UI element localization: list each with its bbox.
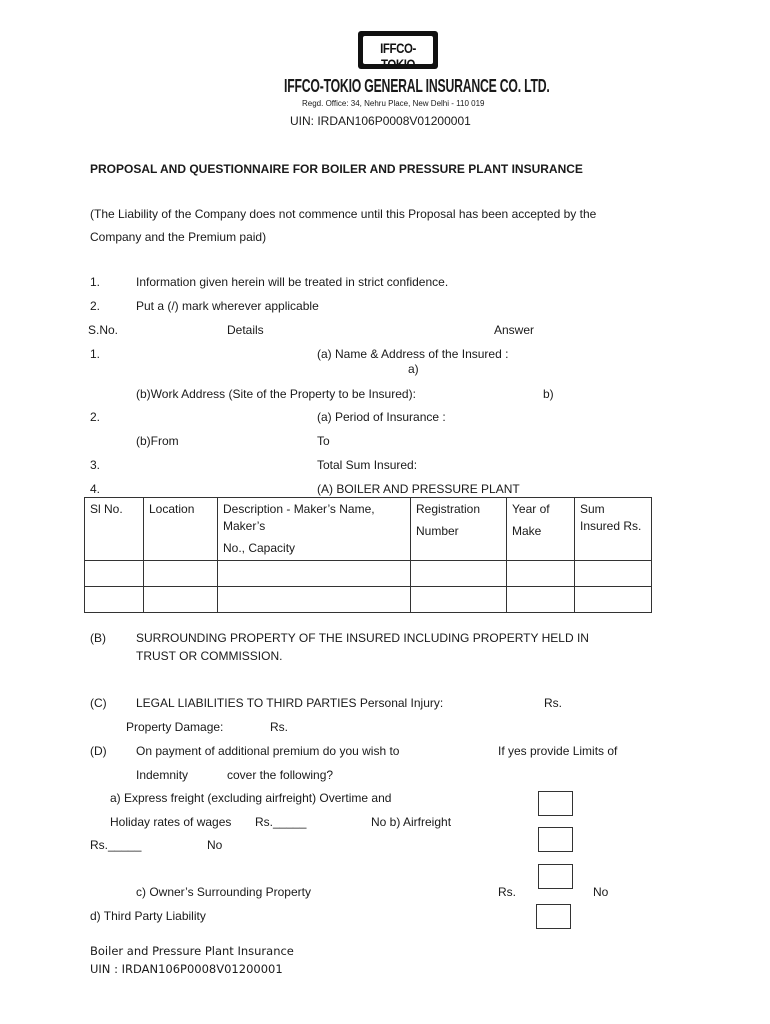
- header-sl-no: Sl No.: [85, 498, 144, 561]
- property-damage-rs[interactable]: Rs.: [270, 720, 288, 734]
- q4-boiler-plant-heading: (A) BOILER AND PRESSURE PLANT: [317, 482, 520, 496]
- company-name: IFFCO-TOKIO GENERAL INSURANCE CO. LTD.: [284, 76, 550, 96]
- q4-number: 4.: [90, 482, 101, 496]
- table-row[interactable]: [85, 587, 652, 613]
- table-cell[interactable]: [144, 561, 218, 587]
- limits-label: If yes provide Limits of: [498, 744, 618, 758]
- section-b-label: (B): [90, 631, 106, 645]
- section-c-label: (C): [90, 696, 107, 710]
- indemnity-label: Indemnity: [136, 768, 189, 782]
- q1a-answer[interactable]: a): [408, 362, 419, 376]
- item-a-line2: Holiday rates of wages: [110, 815, 232, 829]
- table-cell[interactable]: [575, 561, 652, 587]
- item-a-rs[interactable]: Rs._____: [255, 815, 307, 829]
- item-b-no: No: [207, 838, 223, 852]
- item-a-checkbox[interactable]: [538, 791, 573, 816]
- section-d-label: (D): [90, 744, 107, 758]
- header-sum-insured: Sum Insured Rs.: [575, 498, 652, 561]
- instruction-1-text: Information given herein will be treated in strict confidence.: [136, 275, 449, 289]
- q1-number: 1.: [90, 347, 101, 361]
- item-c-no: No: [593, 885, 609, 899]
- item-d-checkbox[interactable]: [536, 904, 571, 929]
- liability-note-line1: (The Liability of the Company does not commence until this Proposal has been accepted by the: [90, 207, 597, 221]
- item-b-checkbox[interactable]: [538, 827, 573, 852]
- instruction-2-text: Put a (/) mark wherever applicable: [136, 299, 319, 313]
- page-title: PROPOSAL AND QUESTIONNAIRE FOR BOILER AND PRESSURE PLANT INSURANCE: [90, 162, 583, 176]
- table-cell[interactable]: [218, 561, 411, 587]
- instruction-2-number: 2.: [90, 299, 101, 313]
- table-cell[interactable]: [411, 561, 507, 587]
- column-answer: Answer: [494, 323, 535, 337]
- section-d-text: On payment of additional premium do you wish to: [136, 744, 400, 758]
- q3-sum-insured-label: Total Sum Insured:: [317, 458, 418, 472]
- header-year-of-make: Year of Make: [507, 498, 575, 561]
- item-d-text: d) Third Party Liability: [90, 909, 206, 923]
- table-row[interactable]: [85, 561, 652, 587]
- item-b-rs[interactable]: Rs._____: [90, 838, 142, 852]
- section-c-text: LEGAL LIABILITIES TO THIRD PARTIES Personal Injury:: [136, 696, 444, 710]
- column-details: Details: [227, 323, 264, 337]
- q1b-work-address-label: (b)Work Address (Site of the Property to be Insured):: [136, 387, 416, 401]
- section-b-line2: TRUST OR COMMISSION.: [136, 649, 283, 663]
- item-c-checkbox[interactable]: [538, 864, 573, 889]
- personal-injury-rs[interactable]: Rs.: [544, 696, 562, 710]
- uin-header: UIN: IRDAN106P0008V01200001: [290, 114, 471, 128]
- item-c-text: c) Owner’s Surrounding Property: [136, 885, 311, 899]
- instruction-1-number: 1.: [90, 275, 101, 289]
- q2-number: 2.: [90, 410, 101, 424]
- property-damage-label: Property Damage:: [126, 720, 224, 734]
- table-header-row: [85, 498, 652, 561]
- table-cell[interactable]: [144, 587, 218, 613]
- column-sno: S.No.: [88, 323, 119, 337]
- liability-note-line2: Company and the Premium paid): [90, 230, 267, 244]
- table-cell[interactable]: [85, 587, 144, 613]
- section-b-line1: SURROUNDING PROPERTY OF THE INSURED INCLUDING PROPERTY HELD IN: [136, 631, 589, 645]
- item-a-no-item-b: No b) Airfreight: [371, 815, 452, 829]
- header-registration-number: Registration Number: [411, 498, 507, 561]
- header-description: Description - Maker’s Name, Maker’s No., Capacity: [218, 498, 411, 561]
- header-location: Location: [144, 498, 218, 561]
- q1a-name-address-label: (a) Name & Address of the Insured :: [317, 347, 509, 361]
- table-cell[interactable]: [507, 561, 575, 587]
- q2b-from-label: (b)From: [136, 434, 179, 448]
- cover-following-label: cover the following?: [227, 768, 334, 782]
- q2b-to-label: To: [317, 434, 330, 448]
- q3-number: 3.: [90, 458, 101, 472]
- item-c-rs[interactable]: Rs.: [498, 885, 516, 899]
- table-cell[interactable]: [218, 587, 411, 613]
- item-a-line1: a) Express freight (excluding airfreight) Overtime and: [110, 791, 392, 805]
- registered-office: Regd. Office: 34, Nehru Place, New Delhi - 110 019: [302, 99, 485, 108]
- footer-product-name: Boiler and Pressure Plant Insurance: [90, 944, 294, 958]
- q2a-period-label: (a) Period of Insurance :: [317, 410, 446, 424]
- table-cell[interactable]: [575, 587, 652, 613]
- logo-text: IFFCO-TOKIO: [380, 40, 416, 72]
- table-cell[interactable]: [85, 561, 144, 587]
- table-cell[interactable]: [411, 587, 507, 613]
- table-cell[interactable]: [507, 587, 575, 613]
- q1b-answer[interactable]: b): [543, 387, 554, 401]
- company-logo: [358, 31, 438, 72]
- footer-uin: UIN : IRDAN106P0008V01200001: [90, 962, 283, 976]
- boiler-plant-table: [84, 497, 652, 613]
